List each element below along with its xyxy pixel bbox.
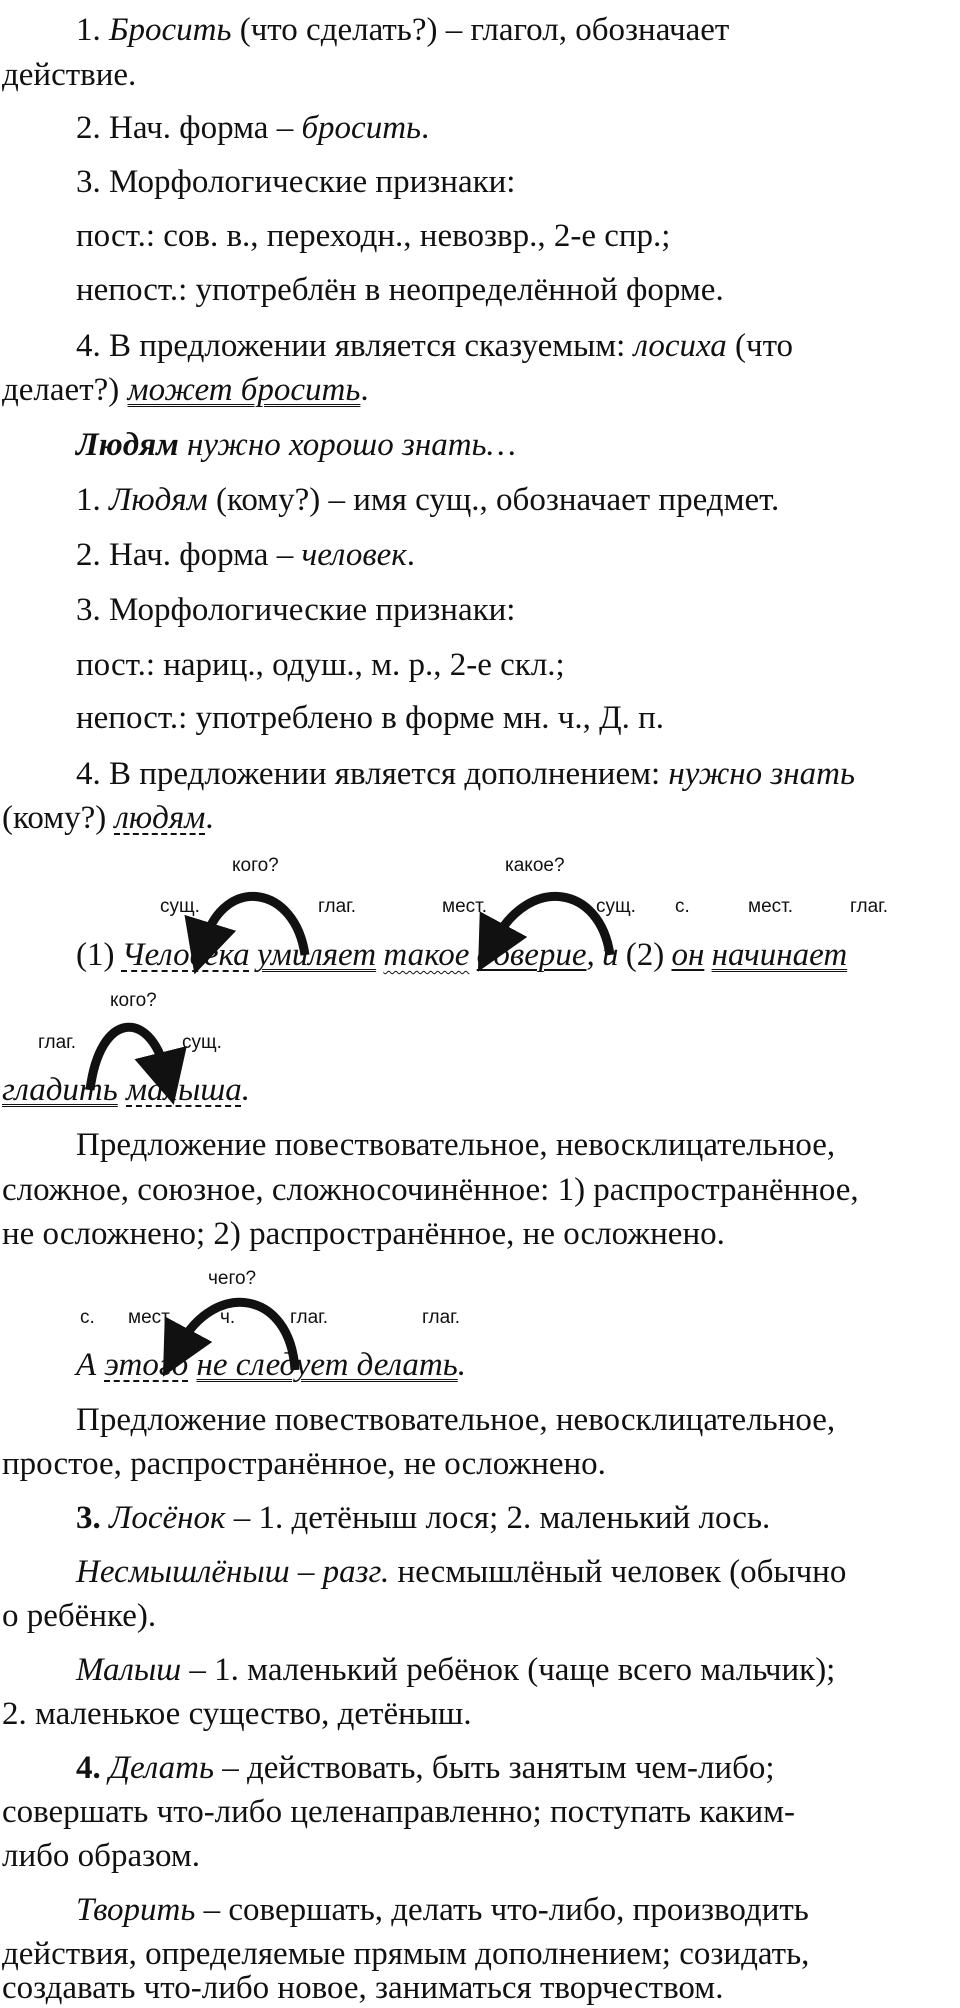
text-line: Несмышлёныш – разг. несмышлёный человек (обычно (76, 1554, 847, 1590)
text-line: Творить – совершать, делать что-либо, производить (76, 1892, 809, 1928)
text-line: непост.: употреблено в форме мн. ч., Д. п. (76, 700, 665, 736)
text-line: 4. В предложении является дополнением: нужно знать (76, 756, 855, 792)
text-line: пост.: нариц., одуш., м. р., 2-е скл.; (76, 647, 565, 683)
pos-tag: сущ. (160, 896, 200, 917)
text-line: совершать что-либо целенаправленно; поступать каким- (2, 1794, 795, 1830)
text-line: простое, распространённое, не осложнено. (2, 1446, 606, 1482)
pos-tag: сущ. (596, 896, 636, 917)
text-line: сложное, союзное, сложносочинённое: 1) распространённое, (2, 1172, 859, 1208)
question-label: чего? (208, 1268, 257, 1289)
pos-tag: мест. (128, 1307, 174, 1328)
section-heading: Людям нужно хорошо знать… (76, 427, 516, 463)
question-label: кого? (232, 855, 279, 876)
pos-tag: мест. (748, 896, 794, 917)
pos-tag: с. (80, 1307, 95, 1328)
text-line: (кому?) людям. (2, 800, 214, 836)
question-label: какое? (505, 855, 565, 876)
pos-tag: мест. (442, 896, 488, 917)
arrow (180, 1302, 295, 1370)
text-line: непост.: употреблён в неопределённой форме. (76, 272, 724, 308)
text-line: 2. Нач. форма – бросить. (76, 110, 430, 146)
arrow (205, 896, 305, 955)
pos-tag: глаг. (850, 896, 889, 917)
text-line: 3. Морфологические признаки: (76, 164, 516, 200)
text-line: пост.: сов. в., переходн., невозвр., 2-е спр.; (76, 218, 671, 254)
parsed-sentence: А этого не следует делать. (76, 1347, 466, 1383)
pos-tag: глаг. (290, 1307, 329, 1328)
text-line: 3. Лосёнок – 1. детёныш лося; 2. маленький лось. (76, 1500, 771, 1536)
pos-tag: с. (675, 896, 690, 917)
text-line: 4. Делать – действовать, быть занятым чем-либо; (76, 1750, 775, 1786)
arrow (90, 1027, 165, 1090)
text-line: 2. Нач. форма – человек. (76, 537, 415, 573)
text-line: действие. (2, 57, 137, 93)
arrow (495, 896, 610, 955)
pos-tag: сущ. (182, 1032, 222, 1053)
text-line: либо образом. (2, 1838, 200, 1874)
text-line: Предложение повествовательное, невосклицательное, (76, 1127, 836, 1163)
parsed-sentence: (1) Человека умиляет такое доверие, и (2) он начинает (76, 937, 848, 973)
text-line: 2. маленькое существо, детёныш. (2, 1696, 472, 1732)
question-label: кого? (110, 990, 157, 1011)
pos-tag: ч. (220, 1307, 236, 1328)
text-line: создавать что-либо новое, заниматься творчеством. (2, 1970, 724, 2006)
text-line: 3. Морфологические признаки: (76, 592, 516, 628)
pos-tag: глаг. (318, 896, 357, 917)
text-line: Малыш – 1. маленький ребёнок (чаще всего мальчик); (76, 1652, 836, 1688)
text-line: не осложнено; 2) распространённое, не осложнено. (2, 1216, 725, 1252)
parsed-sentence: гладить малыша. (2, 1072, 250, 1108)
text-line: делает?) может бросить. (2, 372, 369, 408)
pos-tag: глаг. (38, 1032, 77, 1053)
text-line: 1. Людям (кому?) – имя сущ., обозначает предмет. (76, 482, 780, 518)
text-line: 1. Бросить (что сделать?) – глагол, обозначает (76, 12, 730, 48)
text-line: Предложение повествовательное, невосклицательное, (76, 1402, 836, 1438)
text-line: 4. В предложении является сказуемым: лосиха (что (76, 328, 794, 364)
pos-tag: глаг. (422, 1307, 461, 1328)
text-line: о ребёнке). (2, 1598, 157, 1634)
text-line: действия, определяемые прямым дополнением; созидать, (2, 1936, 810, 1972)
